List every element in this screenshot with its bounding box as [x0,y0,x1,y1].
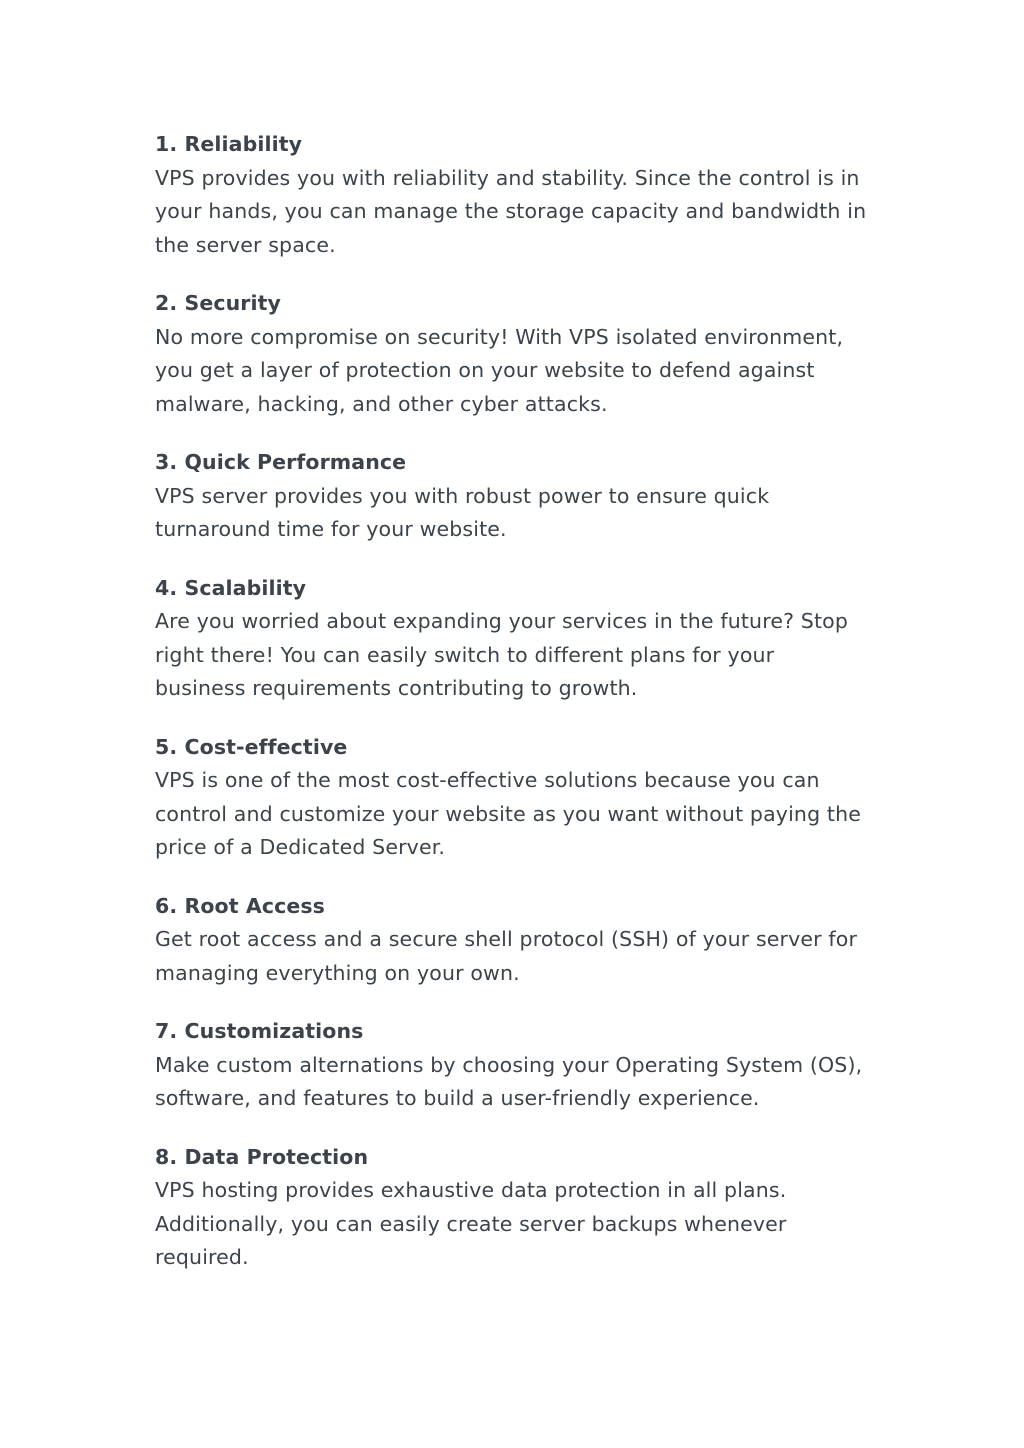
text-line: turnaround time for your website. [155,517,507,541]
benefit-title: 2. Security [155,291,282,315]
benefit-title: 7. Customizations [155,1019,364,1043]
benefit-customizations [155,1015,885,1116]
text-line: VPS server provides you with robust power to ensure quick [155,483,770,508]
benefit-description [155,480,885,547]
text-line: you get a layer of protection on your website to defend against [155,358,815,382]
text-line: price of a Dedicated Server. [155,835,446,859]
benefit-description [155,923,885,990]
text-line: control and customize your website as you want without paying the [155,801,861,826]
benefit-quick-performance [155,446,885,547]
text-line: malware, hacking, and other cyber attacks. [155,391,608,416]
benefit-security [155,287,885,421]
text-line: Get root access and a secure shell protocol (SSH) of your server for [155,927,858,951]
benefit-description [155,321,885,422]
text-line: software, and features to build a user-friendly experience. [155,1086,760,1110]
benefit-description [155,162,885,263]
benefit-reliability [155,128,885,262]
text-line: the server space. [155,232,336,257]
benefit-description [155,1174,885,1275]
document-page [155,128,885,1300]
text-line: managing everything on your own. [155,960,520,985]
text-line: VPS provides you with reliability and stability. Since the control is in [155,165,860,190]
benefit-title: 5. Cost-effective [155,734,348,759]
text-line: VPS hosting provides exhaustive data protection in all plans. [155,1178,787,1202]
benefit-scalability [155,572,885,706]
benefit-title: 3. Quick Performance [155,450,407,474]
benefit-title: 6. Root Access [155,893,325,918]
benefit-description [155,605,885,706]
benefit-title: 4. Scalability [155,575,307,600]
text-line: your hands, you can manage the storage capacity and bandwidth in [155,199,867,223]
benefit-cost-effective [155,731,885,865]
text-line: No more compromise on security! With VPS isolated environment, [155,324,844,349]
text-line: right there! You can easily switch to different plans for your [155,642,775,667]
text-line: Are you worried about expanding your services in the future? Stop [155,609,848,633]
text-line: required. [155,1245,249,1269]
benefit-description [155,764,885,865]
text-line: business requirements contributing to growth. [155,676,638,700]
benefit-title: 1. Reliability [155,132,303,156]
benefit-description [155,1049,885,1116]
text-line: Additionally, you can easily create server backups whenever [155,1211,787,1236]
benefit-title: 8. Data Protection [155,1144,369,1169]
benefit-root-access [155,890,885,991]
benefit-data-protection [155,1141,885,1275]
text-line: Make custom alternations by choosing your Operating System (OS), [155,1052,863,1077]
text-line: VPS is one of the most cost-effective solutions because you can [155,768,820,792]
